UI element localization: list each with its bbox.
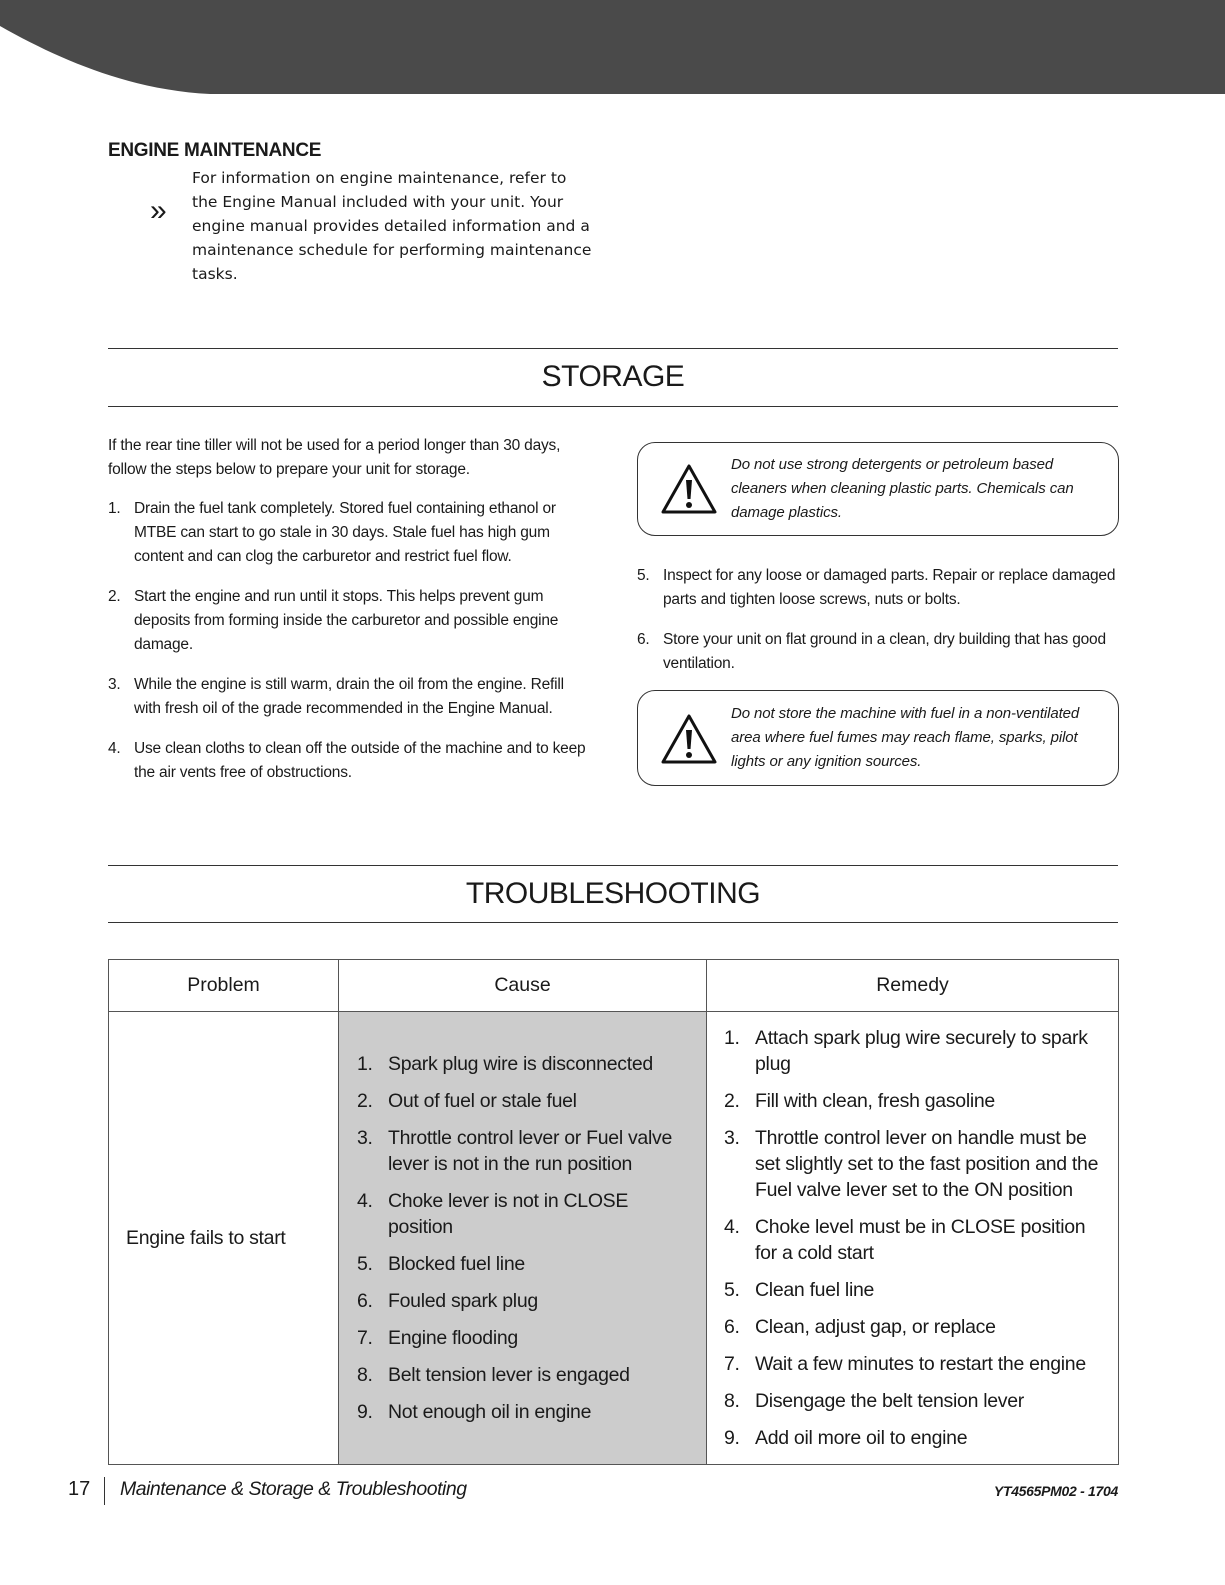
cause-text: Not enough oil in engine — [388, 1401, 592, 1423]
storage-intro: If the rear tine tiller will not be used for a period longer than 30 days, follow the steps below to prepare your unit for storage. — [108, 437, 561, 478]
item-number: 7. — [724, 1353, 740, 1375]
cause-text: Spark plug wire is disconnected — [388, 1053, 653, 1075]
step-number: 5. — [637, 567, 650, 584]
item-number: 1. — [724, 1027, 740, 1049]
step-number: 6. — [637, 631, 650, 648]
list-item — [724, 1351, 1108, 1377]
remedy-text: Disengage the belt tension lever — [755, 1390, 1024, 1412]
list-item — [724, 1125, 1108, 1203]
storage-step — [108, 737, 594, 785]
item-number: 1. — [357, 1053, 373, 1075]
list-item — [724, 1025, 1108, 1077]
item-number: 6. — [357, 1290, 373, 1312]
remedy-text: Choke level must be in CLOSE position for a cold start — [755, 1216, 1086, 1264]
item-number: 5. — [357, 1253, 373, 1275]
troubleshooting-table — [108, 959, 1119, 1465]
storage-step — [637, 628, 1119, 676]
list-item — [724, 1277, 1108, 1303]
storage-steps-right — [637, 564, 1119, 692]
storage-rule-top — [108, 348, 1118, 349]
storage-step — [637, 564, 1119, 612]
troubleshooting-rule-top — [108, 865, 1118, 866]
remedy-cell — [707, 1012, 1119, 1465]
footer-section-title: Maintenance & Storage & Troubleshooting — [120, 1478, 467, 1500]
step-text: While the engine is still warm, drain the oil from the engine. Refill with fresh oil of the grade recommended in the Engine Manual. — [134, 676, 564, 717]
header-band-shape — [0, 0, 1225, 96]
remedy-text: Clean fuel line — [755, 1279, 875, 1301]
item-number: 2. — [357, 1090, 373, 1112]
table-header-row — [109, 960, 1119, 1012]
item-number: 5. — [724, 1279, 740, 1301]
list-item — [724, 1088, 1108, 1114]
item-number: 4. — [357, 1190, 373, 1212]
step-number: 4. — [108, 740, 121, 757]
remedy-text: Throttle control lever on handle must be set slightly set to the fast position and the Fuel valve lever set to the ON position — [755, 1127, 1099, 1201]
double-chevron-right-icon: » — [150, 194, 167, 227]
cause-text: Fouled spark plug — [388, 1290, 538, 1312]
list-item — [357, 1088, 698, 1114]
step-text: Store your unit on flat ground in a clean, dry building that has good ventilation. — [663, 631, 1106, 672]
step-text: Inspect for any loose or damaged parts. Repair or replace damaged parts and tighten loose screws, nuts or bolts. — [663, 567, 1116, 608]
storage-step — [108, 585, 594, 657]
remedy-text: Add oil more oil to engine — [755, 1427, 968, 1449]
list-item — [357, 1362, 698, 1388]
item-number: 9. — [724, 1427, 740, 1449]
table-row — [109, 1012, 1119, 1465]
document-code: YT4565PM02 - 1704 — [993, 1483, 1118, 1499]
warning-text: Do not use strong detergents or petroleum based cleaners when cleaning plastic parts. Chemicals can damage plastics. — [731, 456, 1074, 521]
item-number: 3. — [724, 1127, 740, 1149]
column-header-problem: Problem — [109, 960, 339, 1012]
warning-box-detergents — [637, 442, 1119, 536]
list-item — [357, 1325, 698, 1351]
column-header-cause: Cause — [339, 960, 707, 1012]
item-number: 3. — [357, 1127, 373, 1149]
list-item — [357, 1051, 698, 1077]
troubleshooting-heading: TROUBLESHOOTING — [465, 877, 761, 910]
item-number: 8. — [724, 1390, 740, 1412]
troubleshooting-rule-bottom — [108, 922, 1118, 923]
item-number: 2. — [724, 1090, 740, 1112]
cause-text: Throttle control lever or Fuel valve lever is not in the run position — [388, 1127, 672, 1175]
cause-list — [357, 1051, 698, 1425]
list-item — [724, 1388, 1108, 1414]
step-text: Drain the fuel tank completely. Stored fuel containing ethanol or MTBE can start to go stale in 30 days. Stale fuel has high gum content and can clog the carburetor and restrict fuel flow. — [134, 500, 556, 565]
warning-text: Do not store the machine with fuel in a non-ventilated area where fuel fumes may reach flame, sparks, pilot lights or any ignition sources. — [731, 705, 1080, 770]
remedy-text: Clean, adjust gap, or replace — [755, 1316, 996, 1338]
cause-text: Out of fuel or stale fuel — [388, 1090, 577, 1112]
step-text: Use clean cloths to clean off the outside of the machine and to keep the air vents free of obstructions. — [134, 740, 586, 781]
warning-triangle-icon — [660, 713, 718, 765]
remedy-text: Wait a few minutes to restart the engine — [755, 1353, 1086, 1375]
header-band — [0, 0, 1225, 96]
warning-box-fuel-storage — [637, 690, 1119, 786]
storage-heading: STORAGE — [541, 360, 685, 393]
cause-text: Belt tension lever is engaged — [388, 1364, 630, 1386]
storage-step — [108, 497, 594, 569]
cause-cell — [339, 1012, 707, 1465]
item-number: 4. — [724, 1216, 740, 1238]
list-item — [357, 1288, 698, 1314]
list-item — [357, 1399, 698, 1425]
list-item — [724, 1425, 1108, 1451]
cause-text: Blocked fuel line — [388, 1253, 525, 1275]
item-number: 9. — [357, 1401, 373, 1423]
remedy-text: Fill with clean, fresh gasoline — [755, 1090, 995, 1112]
engine-maintenance-heading: ENGINE MAINTENANCE — [108, 140, 322, 161]
list-item — [357, 1251, 698, 1277]
list-item — [724, 1214, 1108, 1266]
item-number: 8. — [357, 1364, 373, 1386]
page-number: 17 — [68, 1478, 91, 1500]
step-text: Start the engine and run until it stops. This helps prevent gum deposits from forming inside the carburetor and possible engine damage. — [134, 588, 559, 653]
storage-steps-left — [108, 497, 594, 801]
remedy-text: Attach spark plug wire securely to spark plug — [755, 1027, 1088, 1075]
cause-text: Engine flooding — [388, 1327, 518, 1349]
list-item — [357, 1188, 698, 1240]
footer-divider — [104, 1477, 105, 1505]
problem-cell: Engine fails to start — [109, 1012, 339, 1465]
column-header-remedy: Remedy — [707, 960, 1119, 1012]
list-item — [357, 1125, 698, 1177]
step-number: 3. — [108, 676, 121, 693]
list-item — [724, 1314, 1108, 1340]
remedy-list — [724, 1025, 1108, 1451]
engine-maintenance-note: For information on engine maintenance, refer to the Engine Manual included with your unit. Your engine manual provides detailed information and a maintenance schedule for performing maintenance tasks. — [192, 169, 592, 283]
storage-step — [108, 673, 594, 721]
item-number: 7. — [357, 1327, 373, 1349]
warning-triangle-icon — [660, 463, 718, 515]
storage-rule-bottom — [108, 406, 1118, 407]
cause-text: Choke lever is not in CLOSE position — [388, 1190, 629, 1238]
step-number: 2. — [108, 588, 121, 605]
item-number: 6. — [724, 1316, 740, 1338]
step-number: 1. — [108, 500, 121, 517]
